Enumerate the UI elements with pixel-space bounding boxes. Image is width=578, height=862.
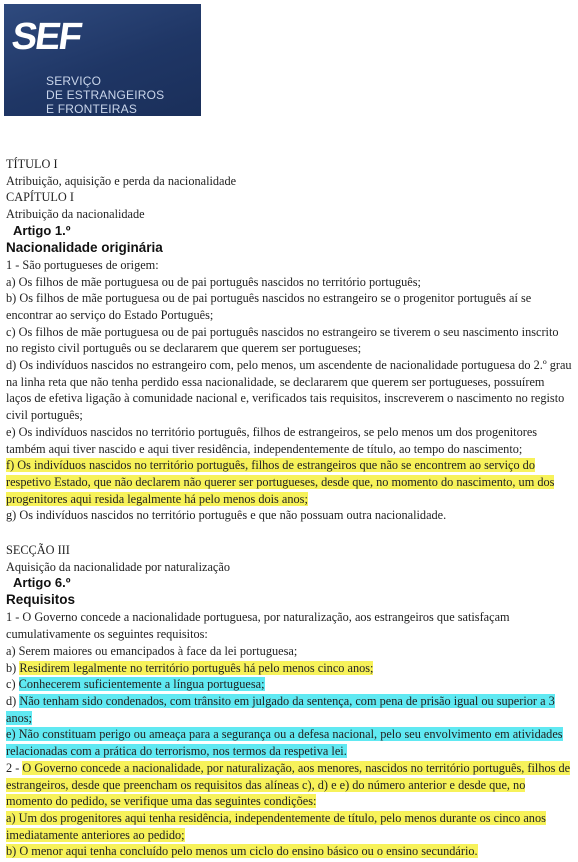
- article-6-paragraph-2-item-b: [6, 843, 572, 860]
- item-b-prefix: b): [6, 660, 20, 675]
- article-6-item-e: [6, 726, 572, 759]
- highlight-item-e: Não constituam perigo ou ameaça para a segurança ou a defesa nacional, pelo seu envolvimento em atividades relacionadas com a prática do terrorismo, nos termos da respetiva lei.: [6, 727, 563, 759]
- article-1-item-b: b) Os filhos de mãe portuguesa ou de pai português nascidos no estrangeiro se o progenitor português aí se encontrar ao serviço do Estado Português;: [6, 291, 532, 322]
- article-6-item-b: [6, 660, 572, 677]
- item-f-prefix: f): [6, 458, 18, 473]
- article-6-paragraph-2-item-a: [6, 810, 572, 843]
- capitulo-desc: Atribuição da nacionalidade: [6, 207, 145, 222]
- article-1-item-c: c) Os filhos de mãe portuguesa ou de pai português nascidos no estrangeiro se tiverem o seu nascimento inscrito no registo civil português ou se declararem que querem ser portugueses;: [6, 324, 559, 356]
- highlight-paragraph-2-item-b: b) O menor aqui tenha concluído pelo menos um ciclo do ensino básico ou o ensino secundário.: [6, 844, 478, 859]
- section-gap: [6, 524, 572, 542]
- article-1-item-d: d) Os indivíduos nascidos no estrangeiro com, pelo menos, um ascendente de nacionalidade portuguesa do 2.º grau na linha reta que não tenha perdido essa nacionalidade, se declararem que querem ser portugueses, possuírem laços de efetiva ligação à comunidade nacional e, verificados tais requisitos, inscreverem o nascimento no registo civil português;: [6, 358, 572, 423]
- logo-line-1: SERVIÇO: [46, 74, 102, 88]
- highlight-item-d: Não tenham sido condenados, com trânsito em julgado da sentença, com pena de prisão igual ou superior a 3 anos;: [6, 693, 555, 725]
- article-6-paragraph-2: [6, 760, 572, 810]
- logo-mark: [9, 16, 83, 59]
- highlight-paragraph-2-item-a: a) Um dos progenitores aqui tenha residência, independentemente de título, pelo menos durante os cinco anos imediatamente anteriores ao pedido;: [6, 810, 546, 842]
- item-d-prefix: d): [6, 693, 20, 708]
- article-6-label: Artigo 6.º: [13, 575, 71, 591]
- article-6-item-d: [6, 693, 572, 726]
- article-1-heading: Nacionalidade originária: [6, 239, 163, 255]
- logo-mark-text: SEF: [9, 16, 83, 58]
- article-6-heading: Requisitos: [6, 592, 76, 608]
- article-1-intro: 1 - São portugueses de origem:: [6, 257, 159, 272]
- titulo-desc: Atribuição, aquisição e perda da nacionalidade: [6, 173, 237, 188]
- logo-line-2: DE ESTRANGEIROS: [46, 88, 165, 102]
- highlight-item-b: Residirem legalmente no território português há pelo menos cinco anos;: [19, 660, 374, 675]
- seccao-desc: Aquisição da nacionalidade por naturalização: [6, 559, 230, 574]
- item-e-prefix: e): [6, 727, 19, 742]
- article-1-item-g: g) Os indivíduos nascidos no território português e que não possuam outra nacionalidade.: [6, 508, 447, 523]
- article-6-intro: 1 - O Governo concede a nacionalidade portuguesa, por naturalização, aos estrangeiros que satisfaçam cumulativamente os seguintes requisitos:: [6, 610, 510, 642]
- highlight-item-c: Conhecerem suficientemente a língua portuguesa;: [18, 677, 265, 692]
- document-body: [6, 156, 572, 860]
- article-6-item-c: [6, 676, 572, 693]
- sef-logo: [4, 4, 201, 116]
- seccao: SECÇÃO III: [6, 543, 70, 558]
- highlight-item-f: Os indivíduos nascidos no território português, filhos de estrangeiros que não se encontrem ao serviço do respetivo Estado, que não declarem não querer ser portugueses, desde que, no momento do nascimento, um dos progenitores aqui resida legalmente há pelo menos dois anos;: [6, 458, 555, 506]
- article-6-item-a: a) Serem maiores ou emancipados à face da lei portuguesa;: [6, 643, 298, 658]
- logo-line-3: E FRONTEIRAS: [46, 102, 138, 116]
- titulo: TÍTULO I: [6, 157, 58, 171]
- item-c-prefix: c): [6, 677, 19, 692]
- article-1-item-e: e) Os indivíduos nascidos no território português, filhos de estrangeiros, se pelo menos um dos progenitores também aqui tiver nascido e aqui tiver residência, independentemente de título, ao tempo do nascimento;: [6, 424, 538, 456]
- logo-wordmark: [46, 74, 164, 116]
- highlight-paragraph-2: O Governo concede a nacionalidade, por naturalização, aos menores, nascidos no território português, filhos de estrangeiros, desde que preencham os requisitos das alíneas c), d) e e) do número anterior e desde que, no momento do pedido, se verifique uma das seguintes condições:: [6, 760, 571, 809]
- article-1-item-f: [6, 457, 572, 507]
- capitulo: CAPÍTULO I: [6, 190, 74, 205]
- article-1-item-a: a) Os filhos de mãe portuguesa ou de pai português nascidos no território português;: [6, 274, 421, 289]
- paragraph-2-prefix: 2 -: [6, 760, 23, 775]
- article-1-label: Artigo 1.º: [13, 222, 71, 238]
